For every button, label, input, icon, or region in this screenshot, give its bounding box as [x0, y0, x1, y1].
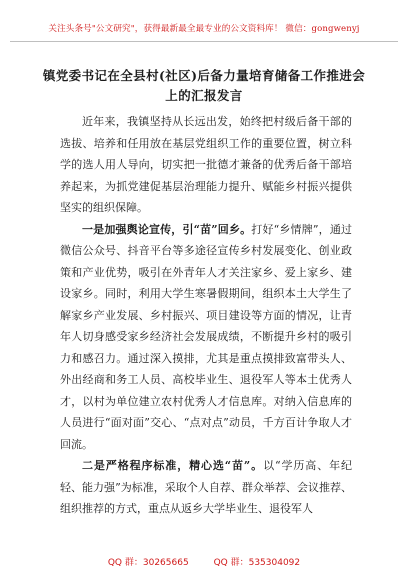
paragraph-section-1 [60, 219, 352, 456]
qq-group-right: QQ 群：535304092 [213, 558, 301, 568]
section-heading: 一是加强舆论宣传，引“苗”回乡。 [82, 222, 252, 236]
paragraph-text: 近年来，我镇坚持从长远出发，始终把村级后备干部的选拔、培养和任用放在基层党组织工作的重要位置，树立科学的选人用人导向，切实把一批德才兼备的优秀后备干部培养起来，为抓党建促基层治理能力提升、赋能乡村振兴提供坚实的组织保障。 [60, 115, 352, 214]
document-title: 镇党委书记在全县村(社区)后备力量培育储备工作推进会上的汇报发言 [42, 68, 366, 103]
section-heading: 二是严格程序标准，精心选“苗”。 [82, 459, 264, 472]
paragraph-section-2 [60, 455, 352, 520]
paragraph-text: 以“学历高、年纪轻、能力强”为标准，采取个人自荐、群众举荐、会议推荐、组织推荐的方式，重点从返乡大学毕业生、退役军人 [60, 459, 353, 515]
qq-group-left: QQ 群：30265665 [107, 558, 189, 568]
footer-contact [0, 555, 408, 568]
paragraph-intro [60, 111, 352, 219]
paragraph-text: 打好“乡情牌”，通过微信公众号、抖音平台等多途径宣传乡村发展变化、创业政策和产业优势，吸引在外青年人才关注家乡、爱上家乡、建设家乡。同时，利用大学生寒暑假期间，组织本土大学生了解家乡产业发展、乡村振兴、项目建设等方面的情况，让青年人切身感受家乡经济社会发展成绩，不断提升乡村的吸引力和感召力。通过深入摸排，尤其是重点摸排致富带头人、外出经商和务工人员、高校毕业生、退役军人等本土优秀人才，以村为单位建立农村优秀人才信息库。对纳入信息库的人员进行“面对面”交心、“点对点”动员，千方百计争取人才回流。 [60, 222, 353, 451]
header-banner: 关注头条号"公文研究"，获得最新最全最专业的公文资料库！ 微信：gongwenyj [48, 24, 360, 34]
header-divider [10, 41, 398, 42]
document-body [60, 111, 352, 520]
